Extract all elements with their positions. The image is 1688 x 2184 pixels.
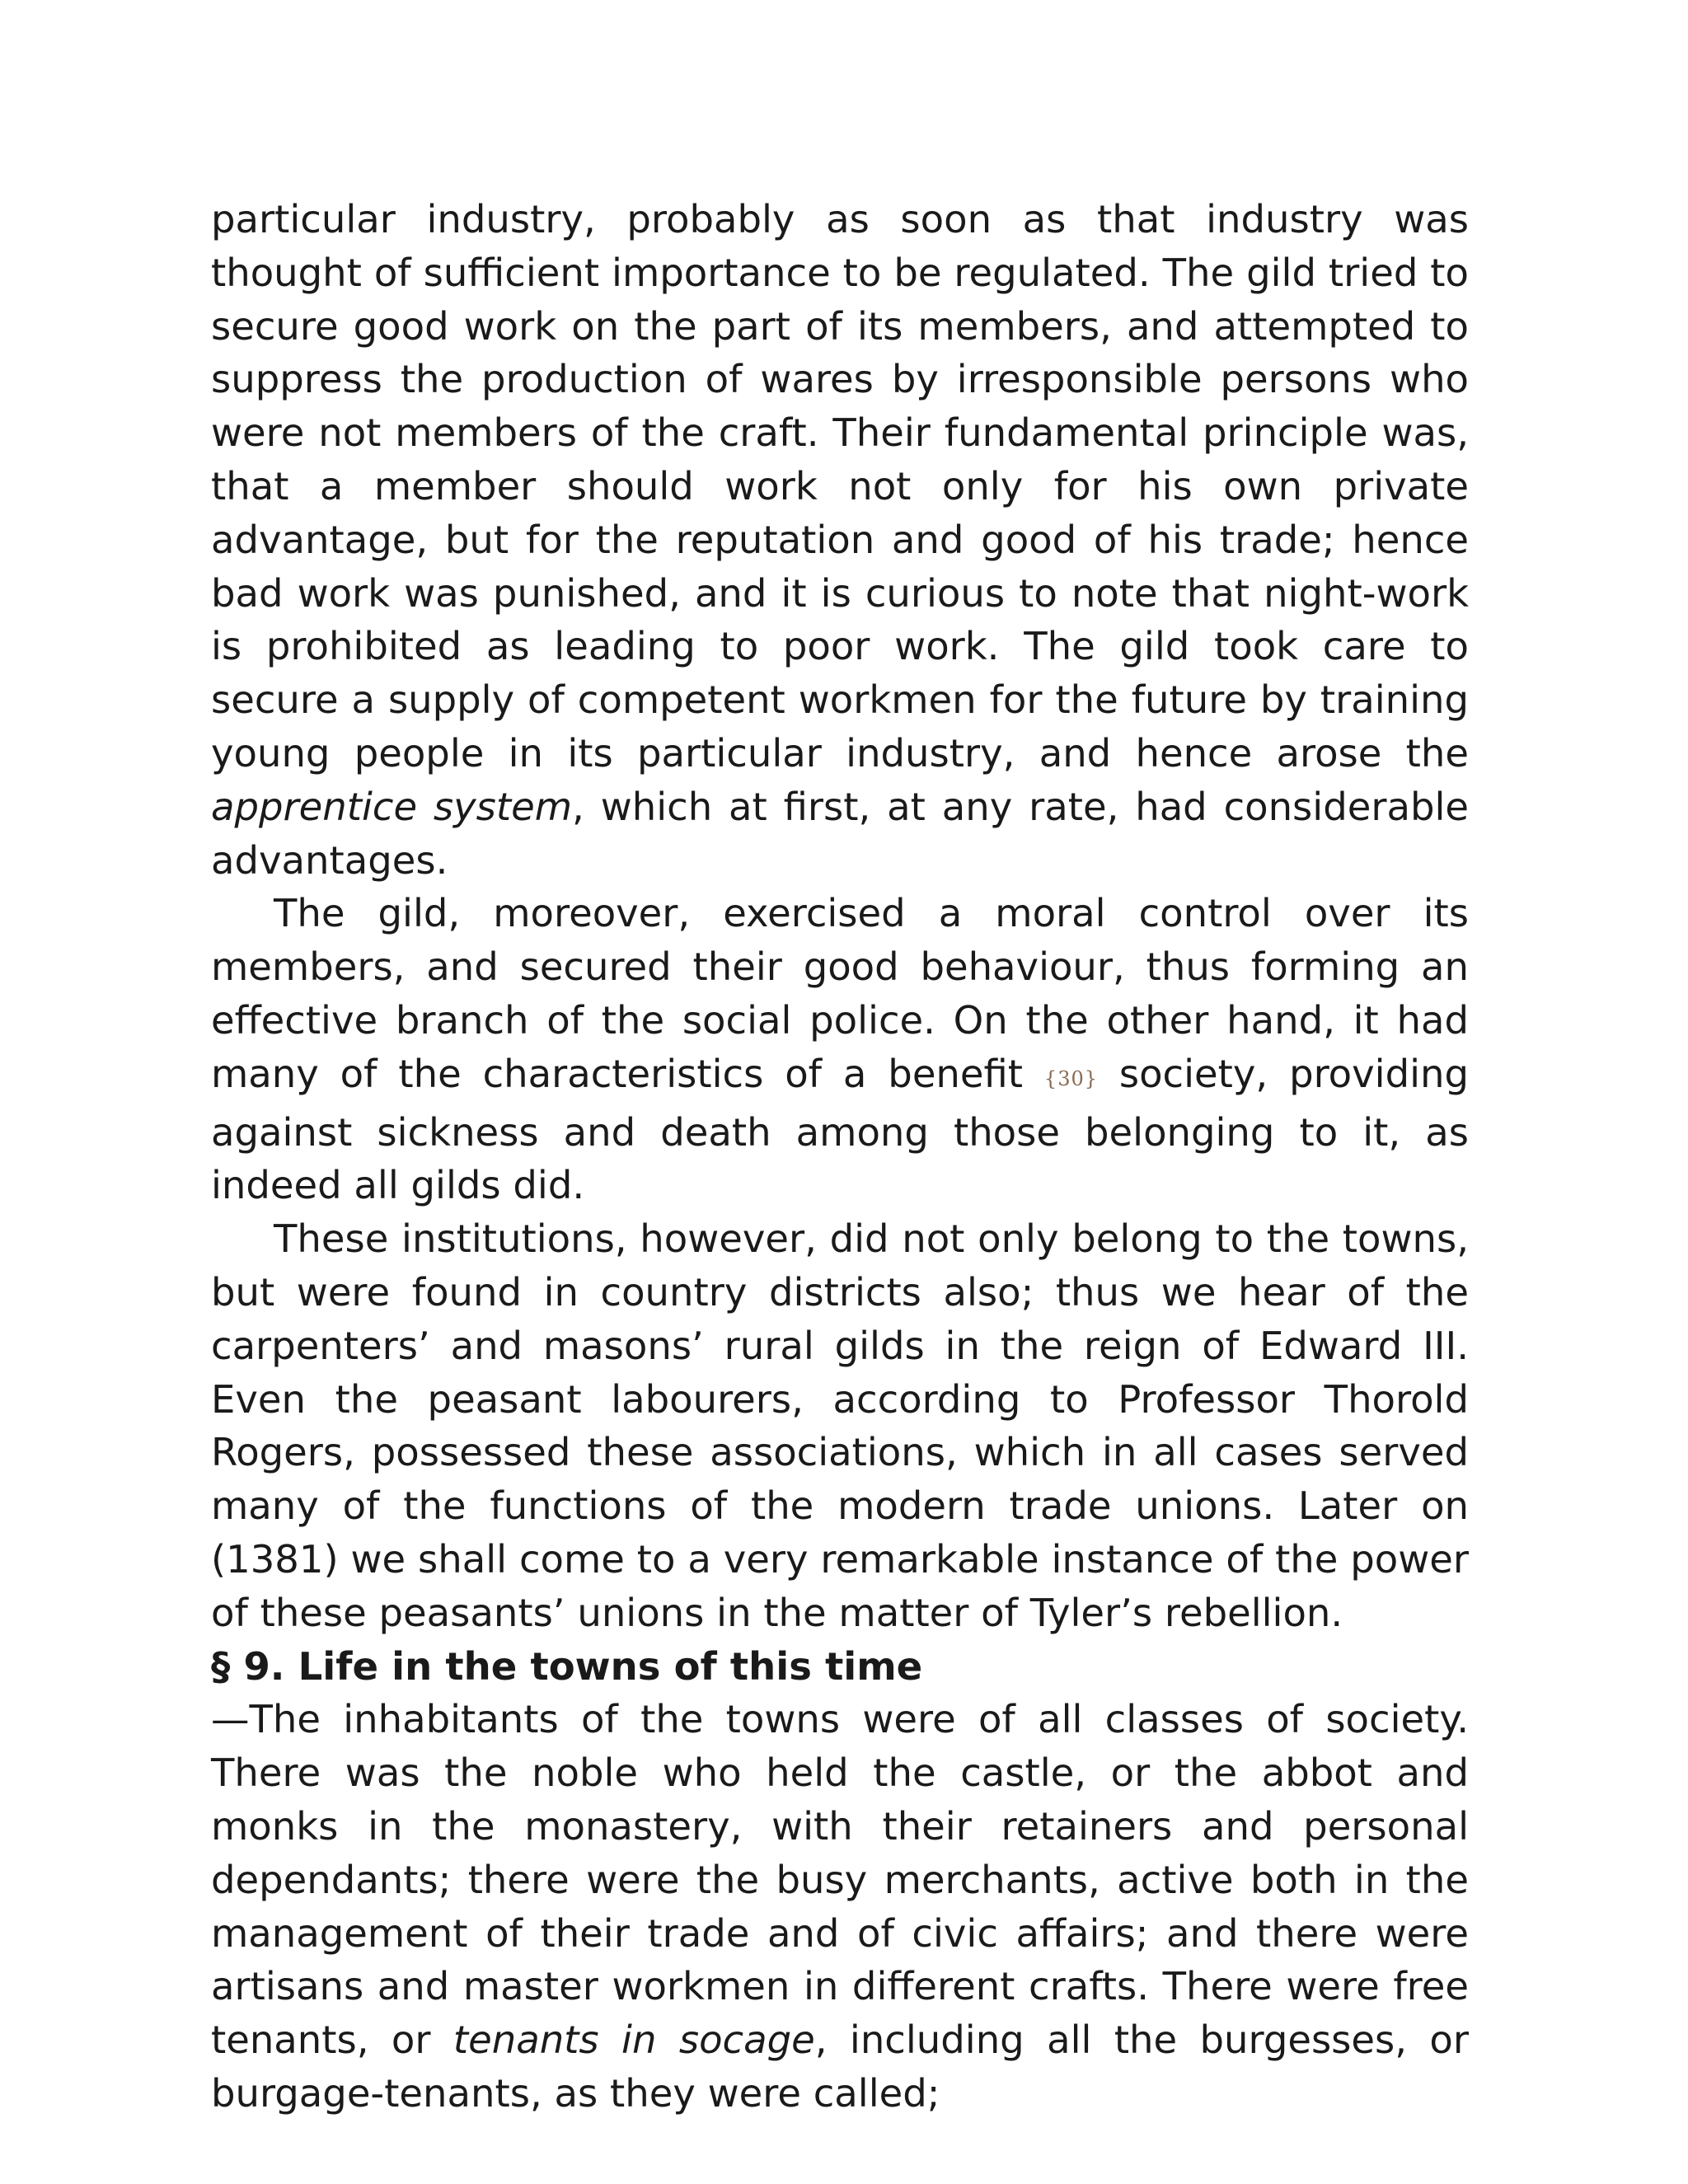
page-body (211, 193, 1469, 2121)
paragraph-moral-control (211, 887, 1469, 1212)
paragraph-gild-regulation (211, 193, 1469, 887)
paragraph-town-life (211, 1693, 1469, 2120)
emphasis-tenants-in-socage: tenants in socage (452, 2018, 815, 2063)
paragraph-rural-gilds: These institutions, however, did not only belong to the towns, but were found in country districts also; thus we hear of the carpenters’ and masons’ rural gilds in the reign of Edward III. Even the peasant labourers, according to Professor Thorold Rogers, possessed these associations, which in all cases served many of the functions of the modern trade unions. Later on (1381) we shall come to a very remarkable instance of the power of these peasants’ unions in the matter of Tyler’s rebellion. (211, 1216, 1469, 1635)
paragraph-text: —The inhabitants of the towns were of all classes of society. There was the noble who held the castle, or the abbot and monks in the monastery, with their retainers and personal dependants; there were the busy merchants, active both in the management of their trade and of civic affairs; and there were artisans and master workmen in different crafts. There were free tenants, or (211, 1697, 1469, 2063)
section-heading: § 9. Life in the towns of this time (211, 1643, 923, 1689)
page-number-marker[interactable]: {30} (1043, 1066, 1098, 1090)
paragraph-text: society, providing against sickness and death among those belonging to it, as indeed all gilds did. (211, 1051, 1469, 1208)
emphasis-apprentice-system: apprentice system (211, 784, 573, 829)
paragraph-text: The gild, moreover, exercised a moral control over its members, and secured their good behaviour, thus forming an effective branch of the social police. On the other hand, it had many of the characteristics of a benefit (211, 891, 1469, 1096)
paragraph-text: , including all the burgesses, or burgage-tenants, as they were called; (211, 2018, 1469, 2116)
paragraph-text: particular industry, probably as soon as that industry was thought of sufficient importance to be regulated. The gild tried to secure good work on the part of its members, and attempted to suppress the production of wares by irresponsible persons who were not members of the craft. Their fundamental principle was, that a member should work not only for his own private advantage, but for the reputation and good of his trade; hence bad work was punished, and it is curious to note that night-work is prohibited as leading to poor work. The gild took care to secure a supply of competent workmen for the future by training young people in its particular industry, and hence arose the (211, 197, 1469, 776)
paragraph-text: , which at first, at any rate, had considerable advantages. (211, 784, 1469, 883)
